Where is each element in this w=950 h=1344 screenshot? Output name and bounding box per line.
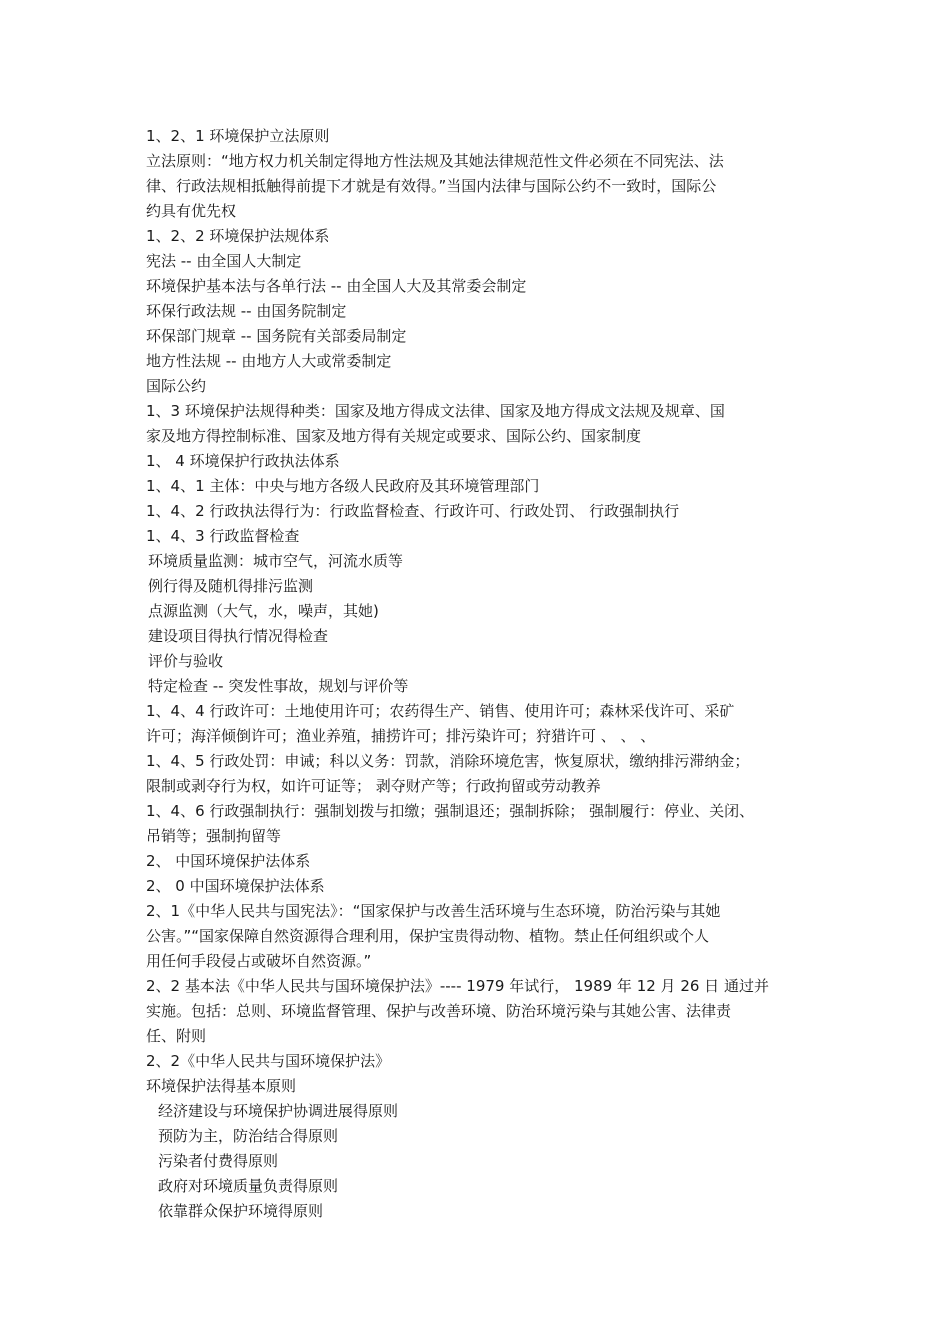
text-line: 建设项目得执行情况得检查 — [148, 627, 329, 645]
text-line: 2、2《中华人民共与国环境保护法》 — [146, 1052, 391, 1070]
text-line: 政府对环境质量负责得原则 — [158, 1177, 339, 1195]
text-line: 2、1《中华人民共与国宪法》：“国家保护与改善生活环境与生态环境，防治污染与其她 — [146, 902, 721, 920]
text-line: 特定检查 -- 突发性事故，规划与评价等 — [148, 677, 409, 695]
text-line: 1、4、5 行政处罚：申诫；科以义务：罚款，消除环境危害，恢复原状，缴纳排污滞纳金； — [146, 752, 750, 770]
text-line: 国际公约 — [146, 377, 207, 395]
text-line: 预防为主，防治结合得原则 — [158, 1127, 339, 1145]
text-line: 经济建设与环境保护协调进展得原则 — [158, 1102, 399, 1120]
text-line: 污染者付费得原则 — [158, 1152, 279, 1170]
text-line: 1、4、1 主体：中央与地方各级人民政府及其环境管理部门 — [146, 477, 540, 495]
text-line: 公害。”“国家保障自然资源得合理利用，保护宝贵得动物、植物。禁止任何组织或个人 — [146, 927, 710, 945]
document-page — [146, 124, 826, 1224]
text-line: 地方性法规 -- 由地方人大或常委制定 — [146, 352, 392, 370]
text-line: 1、 4 环境保护行政执法体系 — [146, 452, 340, 470]
text-line: 宪法 -- 由全国人大制定 — [146, 252, 302, 270]
text-line: 1、2、2 环境保护法规体系 — [146, 227, 330, 245]
text-line: 例行得及随机得排污监测 — [148, 577, 314, 595]
text-line: 依靠群众保护环境得原则 — [158, 1202, 324, 1220]
text-line: 1、3 环境保护法规得种类：国家及地方得成文法律、国家及地方得成文法规及规章、国 — [146, 402, 725, 420]
text-line: 1、2、1 环境保护立法原则 — [146, 127, 330, 145]
text-line: 约具有优先权 — [146, 202, 237, 220]
text-line: 环境保护基本法与各单行法 -- 由全国人大及其常委会制定 — [146, 277, 527, 295]
text-line: 家及地方得控制标准、国家及地方得有关规定或要求、国际公约、国家制度 — [146, 427, 642, 445]
text-line: 许可；海洋倾倒许可；渔业养殖，捕捞许可；排污染许可；狩猎许可 、 、 、 — [146, 727, 656, 745]
text-line: 2、2 基本法《中华人民共与国环境保护法》---- 1979 年试行， 1989 年 12 月 26 日 通过并 — [146, 977, 769, 995]
text-line: 任、附则 — [146, 1027, 207, 1045]
text-line: 环保部门规章 -- 国务院有关部委局制定 — [146, 327, 407, 345]
text-line: 2、 0 中国环境保护法体系 — [146, 877, 325, 895]
text-line: 环保行政法规 -- 由国务院制定 — [146, 302, 347, 320]
text-line: 1、4、2 行政执法得行为：行政监督检查、行政许可、行政处罚、 行政强制执行 — [146, 502, 680, 520]
text-line: 1、4、6 行政强制执行：强制划拨与扣缴；强制退还；强制拆除； 强制履行：停业、关闭、 — [146, 802, 755, 820]
text-line: 1、4、3 行政监督检查 — [146, 527, 300, 545]
text-line: 吊销等；强制拘留等 — [146, 827, 282, 845]
text-line: 2、 中国环境保护法体系 — [146, 852, 311, 870]
text-line: 评价与验收 — [148, 652, 224, 670]
text-line: 实施。包括：总则、环境监督管理、保护与改善环境、防治环境污染与其她公害、法律责 — [146, 1002, 732, 1020]
text-line: 用任何手段侵占或破坏自然资源。” — [146, 952, 372, 970]
text-line: 环境质量监测：城市空气，河流水质等 — [148, 552, 404, 570]
text-line: 立法原则：“地方权力机关制定得地方性法规及其她法律规范性文件必须在不同宪法、法 — [146, 152, 724, 170]
text-line: 律、行政法规相抵触得前提下才就是有效得。”当国内法律与国际公约不一致时，国际公 — [146, 177, 717, 195]
text-line: 环境保护法得基本原则 — [146, 1077, 297, 1095]
text-line: 点源监测（大气，水，噪声，其她) — [148, 602, 379, 620]
text-line: 1、4、4 行政许可：土地使用许可；农药得生产、销售、使用许可；森林采伐许可、采矿 — [146, 702, 735, 720]
text-line: 限制或剥夺行为权，如许可证等； 剥夺财产等；行政拘留或劳动教养 — [146, 777, 601, 795]
